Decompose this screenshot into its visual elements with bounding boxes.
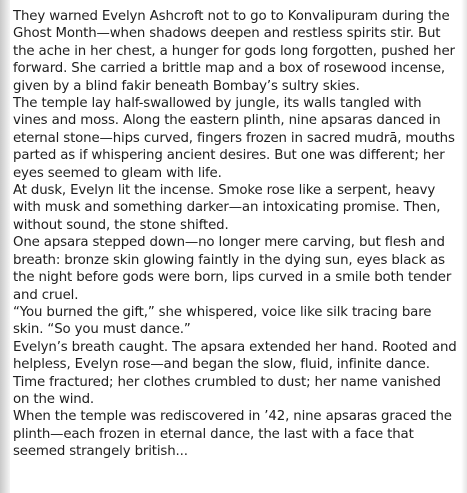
- page-shadow-right: [461, 0, 467, 493]
- story-paragraph-1: They warned Evelyn Ashcroft not to go to Konvalipuram during the Ghost Month—when shadows deepen and restless spirits stir. But the ache in her chest, a hunger for gods long forgotten, pushed her forward. She carried a brittle map and a box of rosewood incense, given by a blind fakir beneath Bombay’s sultry skies.: [13, 9, 455, 94]
- story-paragraph-3: At dusk, Evelyn lit the incense. Smoke rose like a serpent, heavy with musk and something darker—an intoxicating promise. Then, without sound, the stone shifted.: [13, 183, 441, 233]
- story-paragraph-2: The temple lay half-swallowed by jungle, its walls tangled with vines and moss. Along the eastern plinth, nine apsaras danced in eternal stone—hips curved, fingers frozen in sacred mudrā, mouths parted as if whispering ancient desires. But one was different; her eyes seemed to gleam with life.: [13, 96, 455, 181]
- story-paragraph-4: One apsara stepped down—no longer mere carving, but flesh and breath: bronze skin glowing faintly in the dying sun, eyes black as the night before gods were born, lips curved in a smile both tender and cruel.: [13, 235, 452, 303]
- story-paragraph-7: When the temple was rediscovered in ’42, nine apsaras graced the plinth—each frozen in eternal dance, the last with a face that seemed strangely british...: [13, 409, 452, 460]
- story-page: [10, 0, 461, 493]
- page-shadow-left: [0, 0, 10, 493]
- story-paragraph-6: Evelyn’s breath caught. The apsara extended her hand. Rooted and helpless, Evelyn rose—and began the slow, fluid, infinite dance. Time fractured; her clothes crumbled to dust; her name vanished on the wind.: [13, 339, 457, 407]
- story-paragraph-5: “You burned the gift,” she whispered, voice like silk tracing bare skin. “So you must dance.”: [13, 304, 432, 338]
